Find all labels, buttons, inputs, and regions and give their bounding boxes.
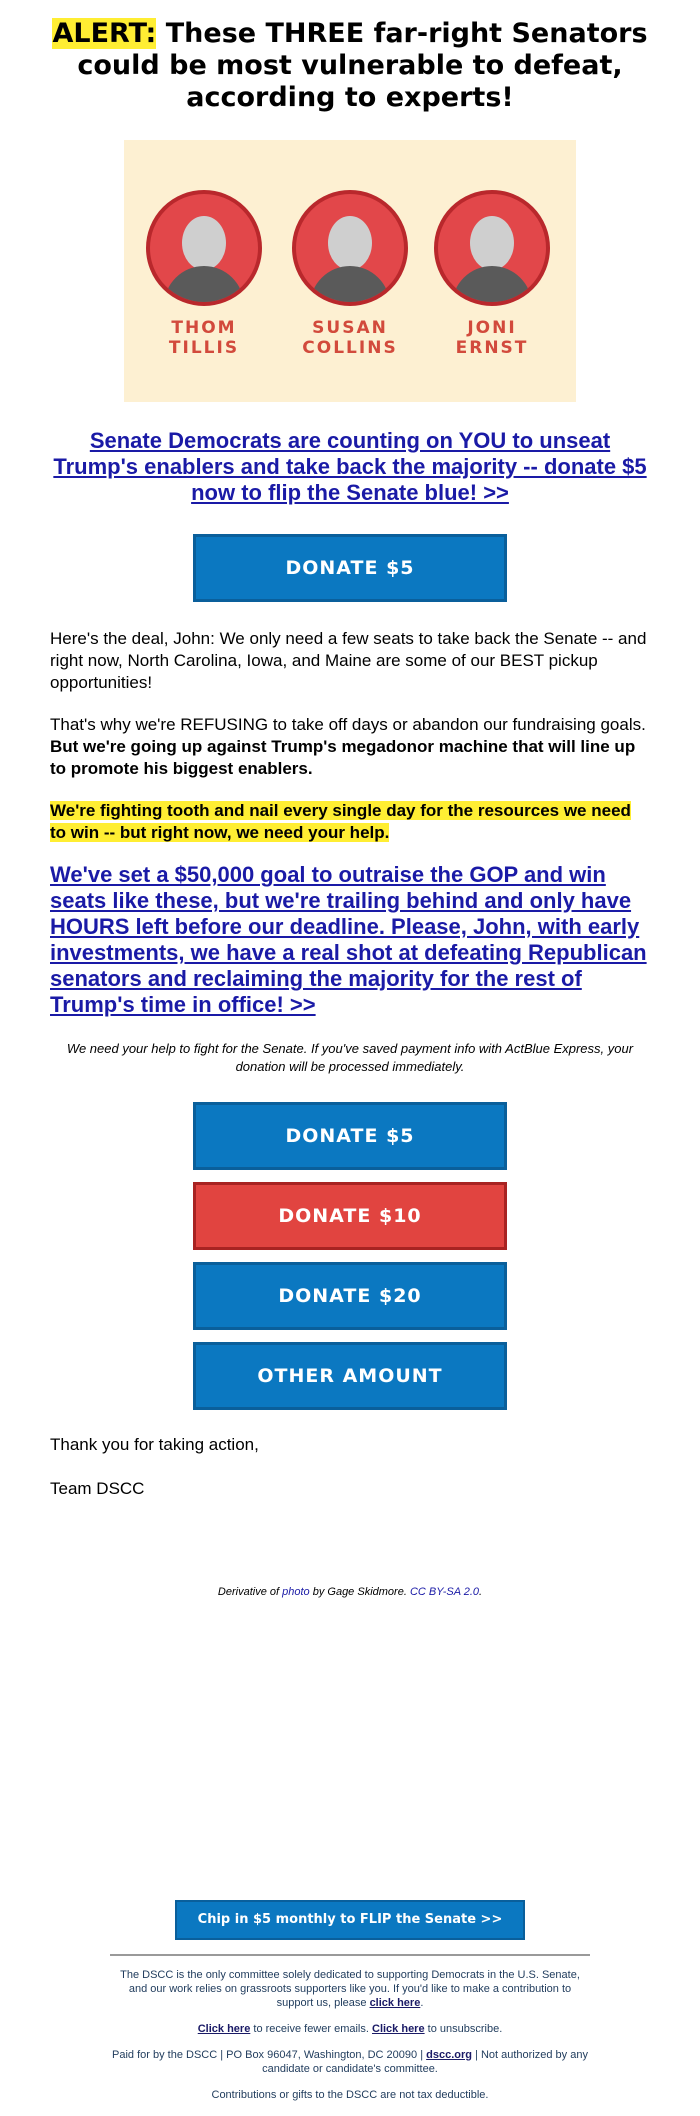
senator-last-name: COLLINS <box>302 338 398 358</box>
contribute-link[interactable]: click here <box>369 1997 421 2009</box>
fewer-emails-text: to receive fewer emails. <box>253 2023 369 2035</box>
footer-about <box>110 1968 590 2010</box>
senator-first-name: SUSAN <box>312 318 388 338</box>
tax-note: Contributions or gifts to the DSCC are not tax deductible. <box>211 2089 489 2101</box>
body-paragraph-2 <box>50 714 650 780</box>
body-paragraph-3 <box>50 800 650 844</box>
body-paragraph-2-text: That's why we're REFUSING to take off days or abandon our fundraising goals. <box>50 715 646 734</box>
actblue-note: We need your help to fight for the Senate. If you've saved payment info with ActBlue Express, your donation will be processed immediately. <box>66 1041 634 1074</box>
senator-tillis <box>146 190 262 358</box>
donate-5-button[interactable]: DONATE $5 <box>193 1102 507 1170</box>
paid-for-end: | Not authorized by any candidate or candidate's committee. <box>262 2049 588 2075</box>
senators-image[interactable] <box>124 140 576 402</box>
photo-link[interactable]: photo <box>282 1586 310 1598</box>
senator-ernst <box>434 190 550 358</box>
body-paragraph-1: Here's the deal, John: We only need a few seats to take back the Senate -- and right now, North Carolina, Iowa, and Maine are some of our BEST pickup opportunities! <box>50 629 647 692</box>
senator-first-name: THOM <box>171 318 237 338</box>
senator-last-name: TILLIS <box>168 338 240 358</box>
donate-10-button[interactable]: DONATE $10 <box>193 1182 507 1250</box>
portrait-tillis <box>146 190 262 306</box>
senator-first-name: JONI <box>467 318 517 338</box>
headline-text: These THREE far-right Senators could be most vulnerable to defeat, according to experts! <box>77 18 648 113</box>
email-content <box>50 0 650 2102</box>
thanks-text: Thank you for taking action, <box>50 1435 259 1454</box>
senator-last-name: ERNST <box>455 338 529 358</box>
donate-link-top[interactable]: Senate Democrats are counting on YOU to unseat Trump's enablers and take back the majority -- donate $5 now to flip the Senate blue! >> <box>53 428 647 505</box>
paid-for-text: Paid for by the DSCC | PO Box 96047, Washington, DC 20090 | <box>112 2049 424 2061</box>
credit-prefix: Derivative of <box>217 1586 280 1598</box>
body-paragraph-2-bold: But we're going up against Trump's megadonor machine that will line up to promote his biggest enablers. <box>50 737 636 778</box>
credit-suffix: . <box>479 1586 483 1598</box>
headline <box>50 0 650 114</box>
license-link[interactable]: CC BY-SA 2.0 <box>409 1586 480 1598</box>
goal-donate-link[interactable]: We've set a $50,000 goal to outraise the GOP and win seats like these, but we're trailing behind and only have HOURS left before our deadline. Please, John, with early investments, we have a real shot at defeating Republican senators and reclaiming the majority for the rest of Trump's time in office! >> <box>50 862 647 1017</box>
other-amount-button[interactable]: OTHER AMOUNT <box>193 1342 507 1410</box>
fewer-emails-link[interactable]: Click here <box>197 2023 251 2035</box>
photo-credit <box>50 1586 650 1598</box>
footer <box>110 1954 590 2102</box>
unsubscribe-text: to unsubscribe. <box>427 2023 503 2035</box>
senator-collins <box>292 190 408 358</box>
footer-email-prefs <box>110 2022 590 2036</box>
signature: Team DSCC <box>50 1479 145 1498</box>
portrait-collins <box>292 190 408 306</box>
dscc-site-link[interactable]: dscc.org <box>426 2049 472 2061</box>
donate-20-button[interactable]: DONATE $20 <box>193 1262 507 1330</box>
highlighted-text: We're fighting tooth and nail every single day for the resources we need to win -- but right now, we need your help. <box>50 801 631 842</box>
footer-about-end: . <box>420 1997 424 2009</box>
credit-middle: by Gage Skidmore. <box>312 1586 407 1598</box>
footer-paid-for <box>110 2048 590 2076</box>
footer-about-text: The DSCC is the only committee solely dedicated to supporting Democrats in the U.S. Senate, and our work relies on grassroots supporters like you. If you'd like to make a contribution to support us, please <box>120 1969 580 2009</box>
donate-5-button-top[interactable]: DONATE $5 <box>193 534 507 602</box>
portrait-ernst <box>434 190 550 306</box>
unsubscribe-link[interactable]: Click here <box>372 2023 425 2035</box>
alert-label: ALERT: <box>52 18 157 49</box>
monthly-chip-button[interactable]: Chip in $5 monthly to FLIP the Senate >> <box>175 1900 525 1940</box>
